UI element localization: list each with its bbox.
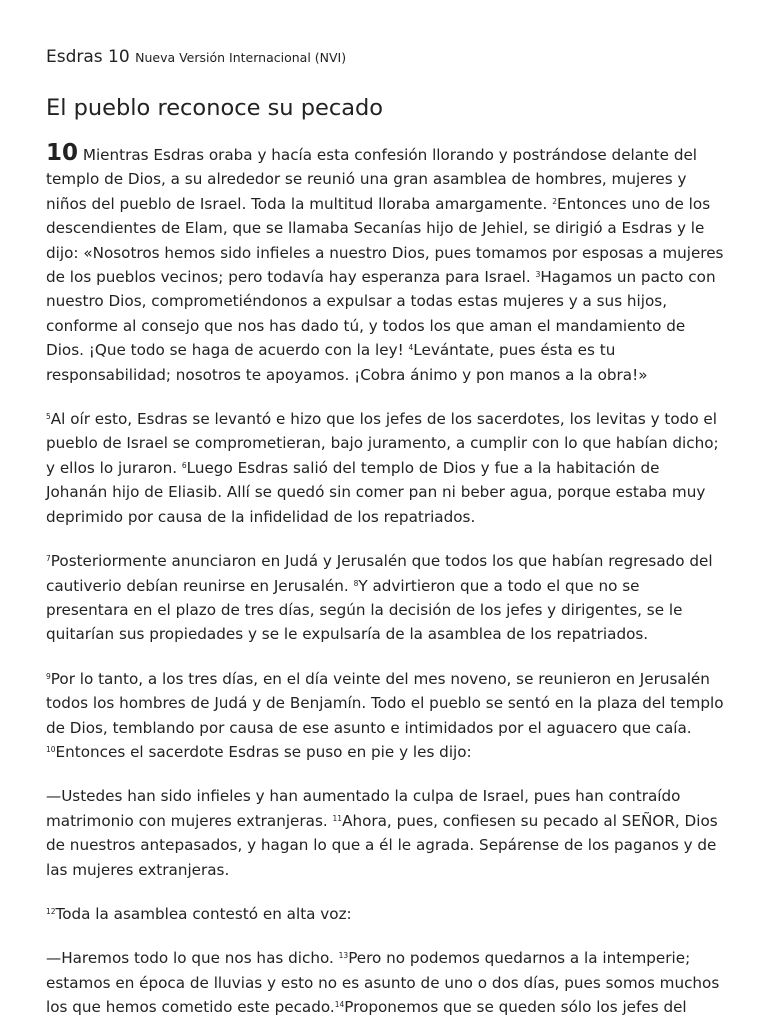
paragraph [46,140,724,387]
verse-text: Luego Esdras salió del templo de Dios y fue a la habitación de Johanán hijo de Eliasib. Allí se quedó sin comer pan ni beber agua, porque estaba muy deprimido por causa de la infidelidad de los repatriados. [46,458,706,526]
passage-body [46,140,724,1020]
verse-number: 4 [408,343,414,353]
verse-text: Pero no podemos quedarnos a la intemperie; estamos en época de lluvias y esto no es asunto de uno o dos días, pues somos muchos los que hemos cometido este pecado. [46,949,720,1017]
verse-text: Posteriormente anunciaron en Judá y Jerusalén que todos los que habían regresado del cautiverio debían reunirse en Jerusalén. [46,552,713,595]
passage-header [46,46,724,69]
verse-number: 10 [46,744,56,754]
verse-number: 3 [535,270,541,280]
verse-text: Hagamos un pacto con nuestro Dios, comprometiéndonos a expulsar a todas estas mujeres y a sus hijos, conforme al consejo que nos has dado tú, y todos los que aman el mandamiento de Dios. ¡Que todo se haga de acuerdo con la ley! [46,268,716,360]
verse-text: Entonces uno de los descendientes de Elam, que se llamaba Secanías hijo de Jehiel, se dirigió a Esdras y le dijo: «Nosotros hemos sido infieles a nuestro Dios, pues tomamos por esposas a mujeres de los pueblos vecinos; pero todavía hay esperanza para Israel. [46,194,724,287]
paragraph [46,784,724,882]
paragraph [46,902,724,926]
verse-number: 14 [334,1000,345,1010]
book-reference: Esdras 10 [46,47,130,67]
verse-text: Proponemos que se queden sólo los jefes del [344,998,687,1017]
verse-text: Levántate, pues ésta es tu responsabilidad; nosotros te apoyamos. ¡Cobra ánimo y pon manos a la obra!» [46,341,648,384]
verse-text: Mientras Esdras oraba y hacía esta confesión llorando y postrándose delante del templo de Dios, a su alrededor se reunió una gran asamblea de hombres, mujeres y niños del pueblo de Israel. Toda la multitud lloraba amargamente. [46,146,698,213]
bible-version: Nueva Versión Internacional (NVI) [135,50,347,65]
chapter-number: 10 [46,140,79,166]
section-heading: El pueblo reconoce su pecado [46,95,384,121]
paragraph [46,946,724,1019]
verse-number: 12 [46,906,56,916]
verse-number: 11 [332,813,343,823]
paragraph [46,407,724,529]
verse-text: Toda la asamblea contestó en alta voz: [55,904,352,923]
verse-text: —Haremos todo lo que nos has dicho. [46,949,339,968]
verse-text: Entonces el sacerdote Esdras se puso en pie y les dijo: [55,742,472,761]
verse-text: Al oír esto, Esdras se levantó e hizo que los jefes de los sacerdotes, los levitas y todo el pueblo de Israel se comprometieran, bajo juramento, a cumplir con lo que habían dicho; y ellos lo juraron. [46,410,719,477]
verse-number: 13 [338,951,349,961]
verse-number: 2 [552,196,557,206]
verse-number: 6 [181,460,187,470]
verse-number: 7 [46,554,51,564]
paragraph [46,549,724,647]
verse-text: —Ustedes han sido infieles y han aumentado la culpa de Israel, pues han contraído matrimonio con mujeres extranjeras. [46,787,681,830]
verse-text: Ahora, pues, confiesen su pecado al SEÑOR, Dios de nuestros antepasados, y hagan lo que a él le agrada. Sepárense de los paganos y de las mujeres extranjeras. [46,811,718,879]
verse-text: Y advirtieron que a todo el que no se presentara en el plazo de tres días, según la decisión de los jefes y dirigentes, se le quitarían sus propiedades y se le expulsaría de la asamblea de los repatriados. [46,576,683,644]
verse-number: 5 [46,412,51,422]
paragraph [46,667,724,765]
verse-number: 8 [353,578,359,588]
verse-text: Por lo tanto, a los tres días, en el día veinte del mes noveno, se reunieron en Jerusalén todos los hombres de Judá y de Benjamín. Todo el pueblo se sentó en la plaza del templo de Dios, temblando por causa de ese asunto e intimidados por el aguacero que caía. [46,669,724,737]
verse-number: 9 [46,671,51,681]
